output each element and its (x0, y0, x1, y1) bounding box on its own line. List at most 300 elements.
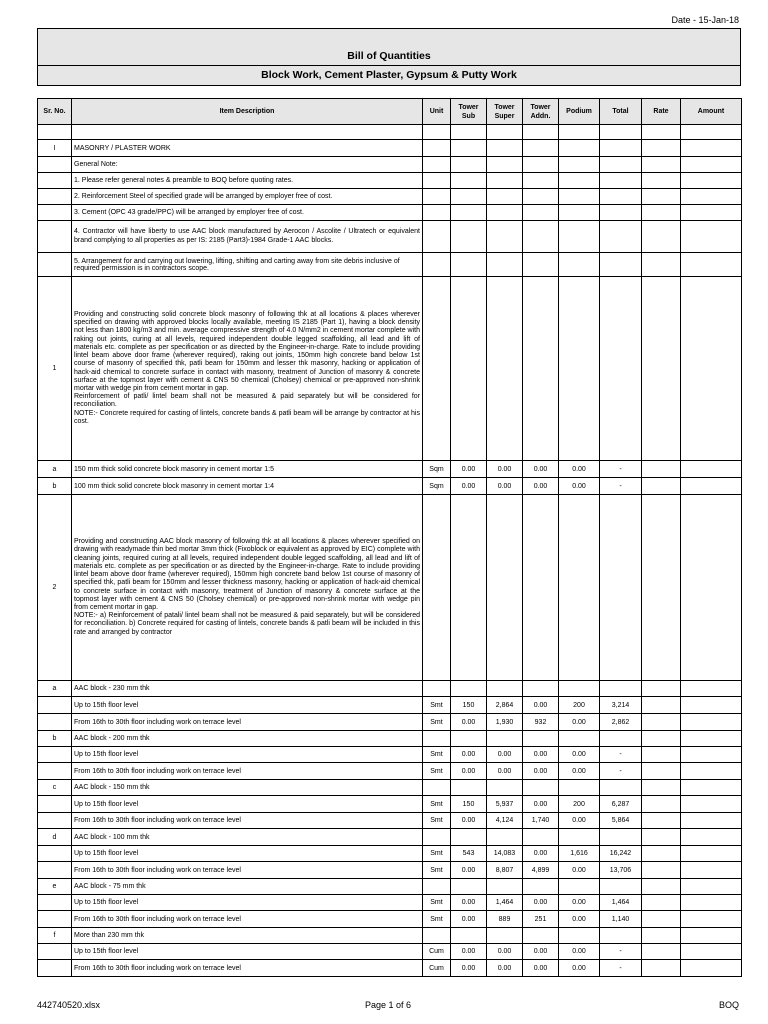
cell-podium (559, 829, 600, 846)
cell-unit: Smt (423, 763, 451, 780)
cell-addn: 1,740 (523, 813, 559, 829)
cell-addn (523, 157, 559, 173)
cell-sub: 150 (451, 697, 487, 714)
cell-sr (38, 796, 72, 813)
cell-super: 1,930 (487, 714, 523, 731)
cell-sub: 0.00 (451, 747, 487, 763)
cell-super (487, 125, 523, 140)
cell-sr (38, 189, 72, 205)
cell-podium: 0.00 (559, 895, 600, 911)
cell-unit (423, 681, 451, 697)
table-row (38, 461, 742, 478)
col-tower-addn: Tower Addn. (523, 99, 559, 125)
cell-addn (523, 221, 559, 253)
cell-addn (523, 125, 559, 140)
cell-total (600, 780, 642, 796)
cell-desc: From 16th to 30th floor including work on terrace level (72, 763, 423, 780)
cell-rate (642, 763, 681, 780)
cell-unit (423, 495, 451, 681)
cell-sr (38, 813, 72, 829)
cell-desc: AAC block - 150 mm thk (72, 780, 423, 796)
cell-addn: 0.00 (523, 747, 559, 763)
cell-addn (523, 928, 559, 944)
cell-sub (451, 173, 487, 189)
cell-podium: 200 (559, 697, 600, 714)
cell-addn: 0.00 (523, 846, 559, 862)
cell-sub (451, 780, 487, 796)
cell-amount (681, 277, 742, 461)
cell-amount (681, 796, 742, 813)
footer-sheet-name: BOQ (718, 1000, 739, 1010)
cell-super (487, 495, 523, 681)
cell-total: 16,242 (600, 846, 642, 862)
cell-podium (559, 681, 600, 697)
cell-sub: 543 (451, 846, 487, 862)
cell-addn (523, 780, 559, 796)
col-rate: Rate (642, 99, 681, 125)
cell-unit (423, 277, 451, 461)
cell-amount (681, 478, 742, 495)
cell-unit: Smt (423, 697, 451, 714)
cell-super: 1,464 (487, 895, 523, 911)
cell-sr: 2 (38, 495, 72, 681)
cell-rate (642, 140, 681, 157)
cell-unit: Smt (423, 911, 451, 928)
cell-total (600, 253, 642, 277)
table-row (38, 879, 742, 895)
cell-sr: e (38, 879, 72, 895)
cell-sr: d (38, 829, 72, 846)
cell-amount (681, 846, 742, 862)
cell-podium: 0.00 (559, 862, 600, 879)
cell-amount (681, 780, 742, 796)
table-row (38, 140, 742, 157)
cell-super (487, 928, 523, 944)
cell-desc: 5. Arrangement for and carrying out lowering, lifting, shifting and carting away from site debris inclusive of required permission is in contractors scope. (72, 253, 423, 277)
table-row (38, 173, 742, 189)
cell-desc: From 16th to 30th floor including work on terrace level (72, 960, 423, 977)
boq-table (37, 98, 742, 977)
cell-podium: 1,616 (559, 846, 600, 862)
cell-amount (681, 911, 742, 928)
cell-super (487, 221, 523, 253)
table-row (38, 253, 742, 277)
cell-rate (642, 944, 681, 960)
cell-unit: Smt (423, 862, 451, 879)
cell-addn: 0.00 (523, 796, 559, 813)
date-label: Date - 15-Jan-18 (671, 15, 739, 25)
cell-rate (642, 928, 681, 944)
cell-rate (642, 960, 681, 977)
cell-total: - (600, 478, 642, 495)
cell-super: 5,937 (487, 796, 523, 813)
cell-unit: Smt (423, 813, 451, 829)
cell-sub: 150 (451, 796, 487, 813)
cell-total (600, 879, 642, 895)
cell-podium (559, 157, 600, 173)
cell-sr (38, 960, 72, 977)
cell-super: 2,864 (487, 697, 523, 714)
cell-sr (38, 157, 72, 173)
table-row (38, 731, 742, 747)
cell-super: 0.00 (487, 960, 523, 977)
cell-podium: 0.00 (559, 461, 600, 478)
table-row (38, 221, 742, 253)
cell-rate (642, 813, 681, 829)
cell-addn: 932 (523, 714, 559, 731)
cell-sr: a (38, 681, 72, 697)
cell-podium: 0.00 (559, 960, 600, 977)
cell-podium: 0.00 (559, 911, 600, 928)
cell-total: 2,862 (600, 714, 642, 731)
cell-rate (642, 796, 681, 813)
cell-amount (681, 960, 742, 977)
cell-super: 0.00 (487, 478, 523, 495)
cell-sub (451, 125, 487, 140)
cell-sr (38, 125, 72, 140)
cell-unit (423, 731, 451, 747)
cell-super: 0.00 (487, 944, 523, 960)
cell-total: 13,706 (600, 862, 642, 879)
cell-podium (559, 205, 600, 221)
cell-total (600, 189, 642, 205)
cell-sr (38, 747, 72, 763)
cell-super: 0.00 (487, 461, 523, 478)
cell-total (600, 157, 642, 173)
cell-sub (451, 157, 487, 173)
cell-super (487, 253, 523, 277)
cell-amount (681, 813, 742, 829)
cell-sub: 0.00 (451, 714, 487, 731)
cell-super: 889 (487, 911, 523, 928)
cell-unit (423, 928, 451, 944)
cell-unit (423, 189, 451, 205)
cell-desc: Up to 15th floor level (72, 846, 423, 862)
cell-super (487, 140, 523, 157)
cell-sub (451, 140, 487, 157)
col-amount: Amount (681, 99, 742, 125)
cell-super (487, 829, 523, 846)
table-row (38, 928, 742, 944)
col-tower-sub: Tower Sub (451, 99, 487, 125)
cell-amount (681, 747, 742, 763)
cell-podium (559, 173, 600, 189)
cell-sr: b (38, 478, 72, 495)
cell-sub (451, 829, 487, 846)
cell-rate (642, 157, 681, 173)
cell-desc: From 16th to 30th floor including work on terrace level (72, 911, 423, 928)
cell-unit (423, 253, 451, 277)
cell-unit: Sqm (423, 478, 451, 495)
cell-desc: 100 mm thick solid concrete block masonry in cement mortar 1:4 (72, 478, 423, 495)
cell-podium: 0.00 (559, 747, 600, 763)
cell-total: - (600, 461, 642, 478)
cell-amount (681, 461, 742, 478)
cell-podium (559, 253, 600, 277)
cell-addn (523, 277, 559, 461)
cell-total: - (600, 960, 642, 977)
cell-rate (642, 221, 681, 253)
cell-podium (559, 189, 600, 205)
cell-super (487, 277, 523, 461)
cell-total: 1,140 (600, 911, 642, 928)
cell-sub: 0.00 (451, 960, 487, 977)
cell-sub (451, 277, 487, 461)
cell-sub: 0.00 (451, 895, 487, 911)
cell-sr: 1 (38, 277, 72, 461)
cell-podium: 0.00 (559, 478, 600, 495)
cell-super (487, 205, 523, 221)
cell-sub (451, 495, 487, 681)
cell-rate (642, 277, 681, 461)
cell-addn (523, 495, 559, 681)
cell-sr (38, 697, 72, 714)
cell-desc: AAC block - 100 mm thk (72, 829, 423, 846)
cell-rate (642, 846, 681, 862)
cell-podium (559, 928, 600, 944)
cell-podium (559, 780, 600, 796)
cell-rate (642, 911, 681, 928)
table-row (38, 205, 742, 221)
col-unit: Unit (423, 99, 451, 125)
cell-sr: c (38, 780, 72, 796)
cell-addn (523, 140, 559, 157)
cell-desc: 4. Contractor will have liberty to use AAC block manufactured by Aerocon / Ascolite / Ultratech or equivalent brand complying to all properties as per IS: 2185 (Part3)-1984 Grade-1 AAC blocks. (72, 221, 423, 253)
table-row (38, 763, 742, 780)
cell-desc: Up to 15th floor level (72, 747, 423, 763)
col-podium: Podium (559, 99, 600, 125)
document-subtitle: Block Work, Cement Plaster, Gypsum & Putty Work (37, 66, 741, 86)
cell-amount (681, 157, 742, 173)
cell-rate (642, 461, 681, 478)
footer-page-number: Page 1 of 6 (365, 1000, 412, 1010)
table-header-row (38, 99, 742, 125)
cell-sub (451, 879, 487, 895)
cell-desc: From 16th to 30th floor including work on terrace level (72, 813, 423, 829)
cell-sr (38, 253, 72, 277)
cell-unit (423, 157, 451, 173)
table-row (38, 747, 742, 763)
cell-addn: 0.00 (523, 944, 559, 960)
cell-total (600, 221, 642, 253)
cell-amount (681, 829, 742, 846)
cell-sub: 0.00 (451, 478, 487, 495)
cell-desc: 150 mm thick solid concrete block masonry in cement mortar 1:5 (72, 461, 423, 478)
cell-desc: Providing and constructing AAC block masonry of following thk at all locations & places wherever specified on drawing with readymade thin bed mortar 3mm thick (Fixoblock or equivalent as approved by EIC) complete with cleaning joints, required curing at all levels, required independent double legged scaffolding, all lead and lift of materials etc. complete as per specification or as directed by the Engineer-in-charge. Rate to include providing lintel beam above door frame (wherever required), 150mm high concrete band below 1st course of masonry of specified thk, patli beam for 150mm and lesser thickness masonry, hacking or application of hack-aid chemical to concrete surface in contact with masonry, treatment of Junction of masonry & concrete surface at the topmost layer with cement & CNS 50 (Cholsey chemical) or pre-approved non-shrink mortar with wedge pin from cement mortar in gap. NOTE:- a) Reinforcement of patali/ lintel beam shall not be measured & paid separately, but will be considered for reconciliation. b) Concrete required for casting of lintels, concrete bands & patli beam will be included in this rate and arranged by contractor (72, 495, 423, 681)
cell-amount (681, 928, 742, 944)
table-row (38, 960, 742, 977)
cell-super: 8,807 (487, 862, 523, 879)
cell-rate (642, 714, 681, 731)
cell-unit: Sqm (423, 461, 451, 478)
cell-addn (523, 681, 559, 697)
cell-desc: 3. Cement (OPC 43 grade/PPC) will be arranged by employer free of cost. (72, 205, 423, 221)
cell-rate (642, 879, 681, 895)
cell-sub (451, 681, 487, 697)
cell-rate (642, 681, 681, 697)
table-row (38, 780, 742, 796)
cell-sub (451, 253, 487, 277)
cell-rate (642, 697, 681, 714)
cell-super (487, 731, 523, 747)
cell-sub: 0.00 (451, 862, 487, 879)
cell-amount (681, 125, 742, 140)
cell-addn (523, 829, 559, 846)
cell-unit: Smt (423, 714, 451, 731)
cell-total: 5,864 (600, 813, 642, 829)
cell-amount (681, 495, 742, 681)
cell-podium (559, 495, 600, 681)
table-row (38, 697, 742, 714)
cell-total (600, 681, 642, 697)
cell-total: 3,214 (600, 697, 642, 714)
cell-total: 1,464 (600, 895, 642, 911)
table-row (38, 189, 742, 205)
cell-desc: From 16th to 30th floor including work on terrace level (72, 862, 423, 879)
cell-sub: 0.00 (451, 813, 487, 829)
cell-total (600, 125, 642, 140)
cell-podium: 0.00 (559, 813, 600, 829)
table-row (38, 862, 742, 879)
cell-sub (451, 928, 487, 944)
cell-desc: Up to 15th floor level (72, 796, 423, 813)
cell-addn (523, 189, 559, 205)
table-row (38, 813, 742, 829)
cell-sr: f (38, 928, 72, 944)
cell-sr: a (38, 461, 72, 478)
cell-desc: Up to 15th floor level (72, 697, 423, 714)
cell-sub: 0.00 (451, 911, 487, 928)
col-sr-no: Sr. No. (38, 99, 72, 125)
cell-desc: Up to 15th floor level (72, 895, 423, 911)
cell-rate (642, 780, 681, 796)
table-row (38, 911, 742, 928)
cell-amount (681, 173, 742, 189)
cell-total: - (600, 747, 642, 763)
cell-addn: 0.00 (523, 461, 559, 478)
cell-amount (681, 714, 742, 731)
cell-sr: b (38, 731, 72, 747)
cell-super (487, 681, 523, 697)
cell-unit (423, 829, 451, 846)
cell-addn (523, 253, 559, 277)
cell-sr (38, 221, 72, 253)
cell-sr (38, 173, 72, 189)
cell-rate (642, 478, 681, 495)
cell-unit (423, 879, 451, 895)
cell-sr (38, 862, 72, 879)
cell-desc: Up to 15th floor level (72, 944, 423, 960)
cell-desc: AAC block - 230 mm thk (72, 681, 423, 697)
cell-total: - (600, 944, 642, 960)
cell-sr (38, 846, 72, 862)
cell-rate (642, 495, 681, 681)
title-block (37, 28, 741, 86)
cell-super (487, 780, 523, 796)
cell-desc: MASONRY / PLASTER WORK (72, 140, 423, 157)
cell-sr (38, 895, 72, 911)
cell-amount (681, 205, 742, 221)
cell-addn: 4,899 (523, 862, 559, 879)
cell-super: 14,083 (487, 846, 523, 862)
cell-amount (681, 189, 742, 205)
cell-rate (642, 747, 681, 763)
cell-desc: AAC block - 75 mm thk (72, 879, 423, 895)
cell-rate (642, 731, 681, 747)
col-total: Total (600, 99, 642, 125)
cell-addn (523, 173, 559, 189)
table-row (38, 495, 742, 681)
cell-addn: 0.00 (523, 478, 559, 495)
cell-sub (451, 731, 487, 747)
table-row (38, 796, 742, 813)
cell-total (600, 173, 642, 189)
cell-sr: I (38, 140, 72, 157)
cell-podium: 0.00 (559, 763, 600, 780)
cell-total: - (600, 763, 642, 780)
cell-unit (423, 221, 451, 253)
cell-desc: AAC block - 200 mm thk (72, 731, 423, 747)
cell-rate (642, 829, 681, 846)
cell-unit: Smt (423, 747, 451, 763)
cell-unit (423, 125, 451, 140)
cell-podium (559, 277, 600, 461)
cell-total (600, 205, 642, 221)
cell-addn (523, 879, 559, 895)
cell-sub (451, 189, 487, 205)
cell-sub (451, 205, 487, 221)
cell-amount (681, 944, 742, 960)
cell-podium (559, 125, 600, 140)
table-row (38, 681, 742, 697)
cell-addn: 0.00 (523, 697, 559, 714)
cell-sr (38, 205, 72, 221)
cell-amount (681, 862, 742, 879)
cell-total (600, 731, 642, 747)
cell-podium: 0.00 (559, 944, 600, 960)
cell-podium: 200 (559, 796, 600, 813)
cell-unit (423, 173, 451, 189)
cell-sub: 0.00 (451, 944, 487, 960)
cell-desc: From 16th to 30th floor including work on terrace level (72, 714, 423, 731)
cell-sub (451, 221, 487, 253)
cell-rate (642, 173, 681, 189)
col-item-description: Item Description (72, 99, 423, 125)
table-row (38, 157, 742, 173)
cell-addn (523, 205, 559, 221)
cell-sr (38, 714, 72, 731)
cell-amount (681, 879, 742, 895)
cell-super (487, 189, 523, 205)
table-row (38, 277, 742, 461)
cell-podium: 0.00 (559, 714, 600, 731)
cell-amount (681, 140, 742, 157)
cell-podium (559, 731, 600, 747)
table-row (38, 895, 742, 911)
cell-super: 4,124 (487, 813, 523, 829)
cell-amount (681, 697, 742, 714)
table-row (38, 125, 742, 140)
cell-sr (38, 944, 72, 960)
table-row (38, 478, 742, 495)
cell-desc: Providing and constructing solid concrete block masonry of following thk at all locations & places wherever specified on drawing with approved blocks locally available, meeting IS 2185 (Part 1), having a block density not less than 1800 kg/m3 and min. average compressive strength of 4.0 N/mm2 in cement mortar complete with raking out joints, curing at all levels, required independent double legged scaffolding, all lead and lift of materials etc. complete as per specification or as directed by the Engineer-in-charge. Rate to include providing lintel beam above door frame (wherever required), raking out joints, 150mm high concrete band below 1st course of masonry of specified thk, patli beam for 150mm and lesser thk masonry, hacking or application of hack-aid chemical to concrete surface in contact with masonry, treatment of Junction of masonry & concrete surface at the topmost layer with cement & CNS 50 chemical (Cholsey) chemical or pre-approved non-shrink mortar with wedge pin from cement mortar in gap. Reinforcement of patli/ lintel beam shall not be measured & paid separately but will be considered for reconciliation. NOTE:- Concrete required for casting of lintels, concrete bands & patli beam will be arrange by contractor at his cost. (72, 277, 423, 461)
cell-super: 0.00 (487, 763, 523, 780)
cell-desc: 1. Please refer general notes & preamble to BOQ before quoting rates. (72, 173, 423, 189)
cell-amount (681, 763, 742, 780)
cell-super (487, 879, 523, 895)
cell-podium (559, 140, 600, 157)
cell-sub: 0.00 (451, 763, 487, 780)
